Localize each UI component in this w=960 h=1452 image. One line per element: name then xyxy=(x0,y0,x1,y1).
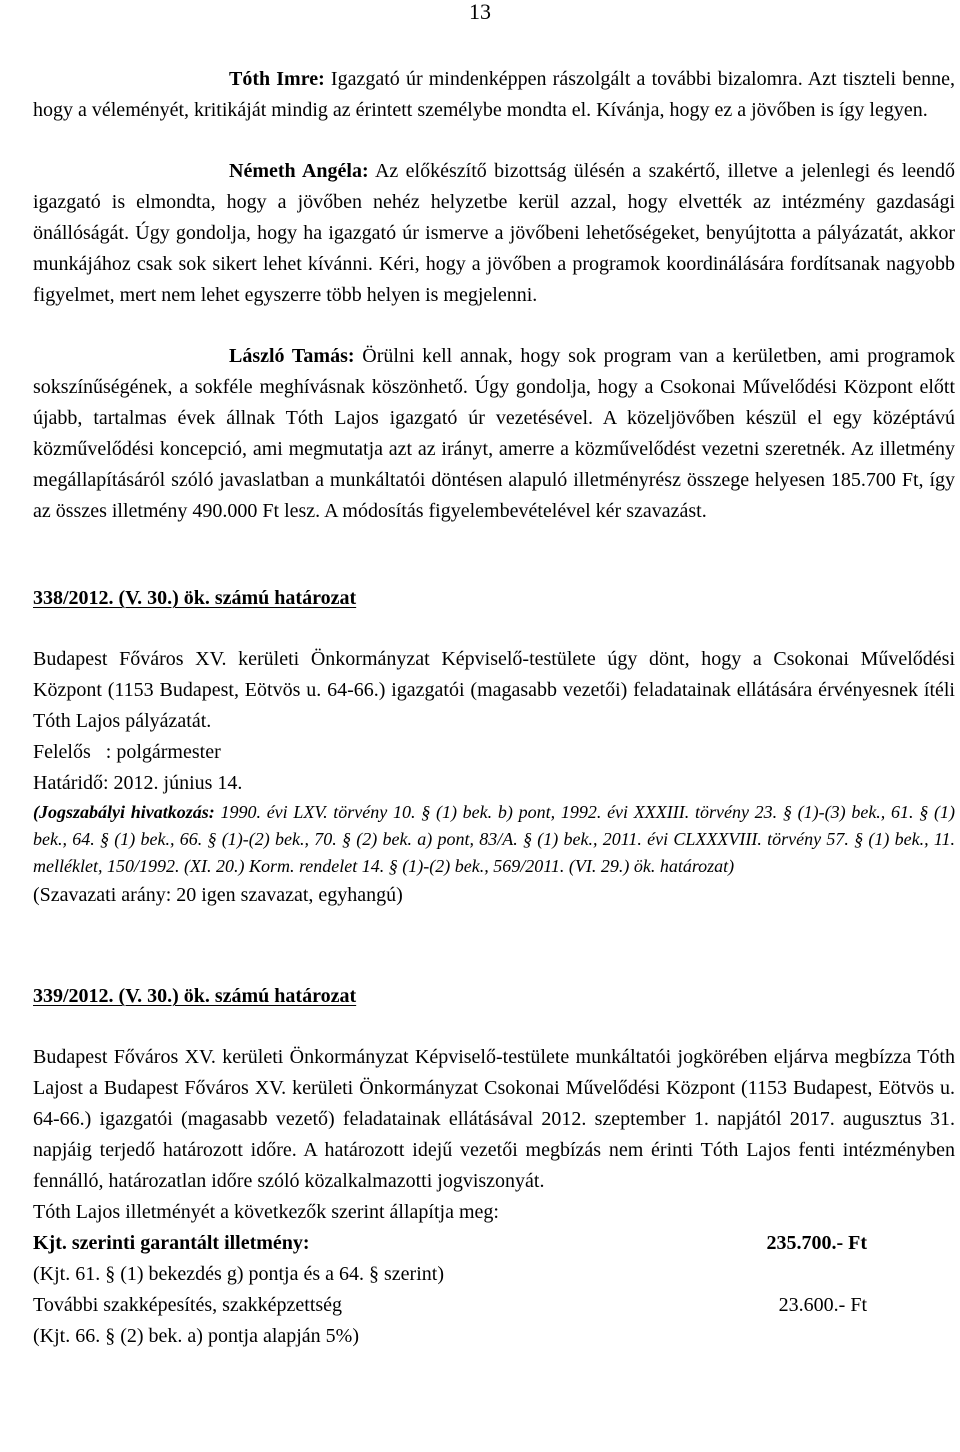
salary-item-amount: 23.600.- Ft xyxy=(778,1294,867,1316)
speaker-name: László Tamás: xyxy=(229,345,355,367)
salary-item-row xyxy=(33,1228,955,1259)
paragraph-nemeth-angela xyxy=(33,156,955,311)
salary-item-label: Kjt. szerinti garantált illetmény: xyxy=(33,1232,310,1254)
resolution-339 xyxy=(33,981,955,1352)
vote-result: (Szavazati arány: 20 igen szavazat, egyhangú) xyxy=(33,884,403,906)
legal-label: (Jogszabályi hivatkozás: xyxy=(33,802,215,822)
speaker-name: Németh Angéla: xyxy=(229,160,369,182)
salary-intro: Tóth Lajos illetményét a következők szerint állapítja meg: xyxy=(33,1201,499,1223)
salary-item-note: (Kjt. 61. § (1) bekezdés g) pontja és a 64. § szerint) xyxy=(33,1263,444,1285)
salary-item-note: (Kjt. 66. § (2) bek. a) pontja alapján 5%) xyxy=(33,1325,360,1347)
paragraph-text: Igazgató úr mindenképpen rászolgált a további bizalomra. Azt tiszteli benne, hogy a véleményét, kritikáját mindig az érintett személybe mondta el. Kívánja, hogy ez a jövőben is így legyen. xyxy=(33,68,956,121)
document-body xyxy=(33,64,955,1352)
responsible-line: Felelős : polgármester xyxy=(33,741,221,763)
resolution-338 xyxy=(33,583,955,911)
resolution-body: Budapest Főváros XV. kerületi Önkormányzat Képviselő-testülete munkáltatói jogkörében eljárva megbízza Tóth Lajost a Budapest Főváros XV. kerületi Önkormányzat Csokonai Művelődési Központ (1153 Budapest, Eötvös u. 64-66.) igazgatói (magasabb vezető) feladatainak ellátásával 2012. szeptember 1. napjától 2017. augusztus 31. napjáig terjedő határozott időre. A határozott idejű vezetői megbízás nem érinti Tóth Lajos fenti intézményben fennálló, határozatlan időre szóló közalkalmazotti jogviszonyát. xyxy=(33,1046,955,1192)
salary-item-label: További szakképesítés, szakképzettség xyxy=(33,1294,343,1316)
page-number: 13 xyxy=(469,0,491,24)
paragraph-laszlo-tamas xyxy=(33,341,955,527)
deadline-line: Határidő: 2012. június 14. xyxy=(33,772,243,794)
resolution-body: Budapest Főváros XV. kerületi Önkormányzat Képviselő-testülete úgy dönt, hogy a Csokonai Művelődési Központ (1153 Budapest, Eötvös u. 64-66.) igazgatói (magasabb vezetői) feladatainak ellátására érvényesnek ítéli Tóth Lajos pályázatát. xyxy=(33,648,955,732)
salary-item-row xyxy=(33,1290,955,1321)
salary-item-amount: 235.700.- Ft xyxy=(766,1232,867,1254)
paragraph-text: Az előkészítő bizottság ülésén a szakértő, illetve a jelenlegi és leendő igazgató is elmondta, hogy a jövőben nehéz helyzetbe kerül azzal, hogy elvették az intézmény gazdasági önállóságát. Úgy gondolja, hogy ha igazgató úr ismerve a jövőbeni lehetőségeket, benyújtotta a pályázatát, akkor munkájához csak sok sikert lehet kívánni. Kéri, hogy a jövőben a programok koordinálására fordítsanak nagyobb figyelmet, mert nem lehet egyszerre több helyen is megjelenni. xyxy=(33,160,956,306)
legal-text: 1990. évi LXV. törvény 10. § (1) bek. b) pont, 1992. évi XXXIII. törvény 23. § (1)-(3) bek., 61. § (1) bek., 64. § (1) bek., 66. § (1)-(2) bek., 70. § (2) bek. a) pont, 83/A. § (1) bek., 2011. évi CLXXXVIII. törvény 57. § (1) bek., 11. melléklet, 150/1992. (XI. 20.) Korm. rendelet 14. § (1)-(2) bek., 569/2011. (VI. 29.) ök. határozat) xyxy=(33,802,955,876)
speaker-name: Tóth Imre: xyxy=(229,68,325,90)
legal-reference xyxy=(33,799,955,880)
resolution-heading: 338/2012. (V. 30.) ök. számú határozat xyxy=(33,587,357,609)
paragraph-toth-imre xyxy=(33,64,955,126)
paragraph-text: Örülni kell annak, hogy sok program van a kerületben, ami programok sokszínűségének, a sokféle meghívásnak köszönhető. Úgy gondolja, hogy a Csokonai Művelődési Központ előtt újabb, tartalmas évek állnak Tóth Lajos igazgató úr vezetésével. A közeljövőben készül el egy középtávú közművelődési koncepció, ami megmutatja azt az irányt, amerre a közművelődést vezetni szeretnék. Az illetmény megállapításáról szóló javaslatban a munkáltatói döntésen alapuló illetményrész összege helyesen 185.700 Ft, így az összes illetmény 490.000 Ft lesz. A módosítás figyelembevételével kér szavazást. xyxy=(33,345,955,522)
resolution-heading: 339/2012. (V. 30.) ök. számú határozat xyxy=(33,985,357,1007)
